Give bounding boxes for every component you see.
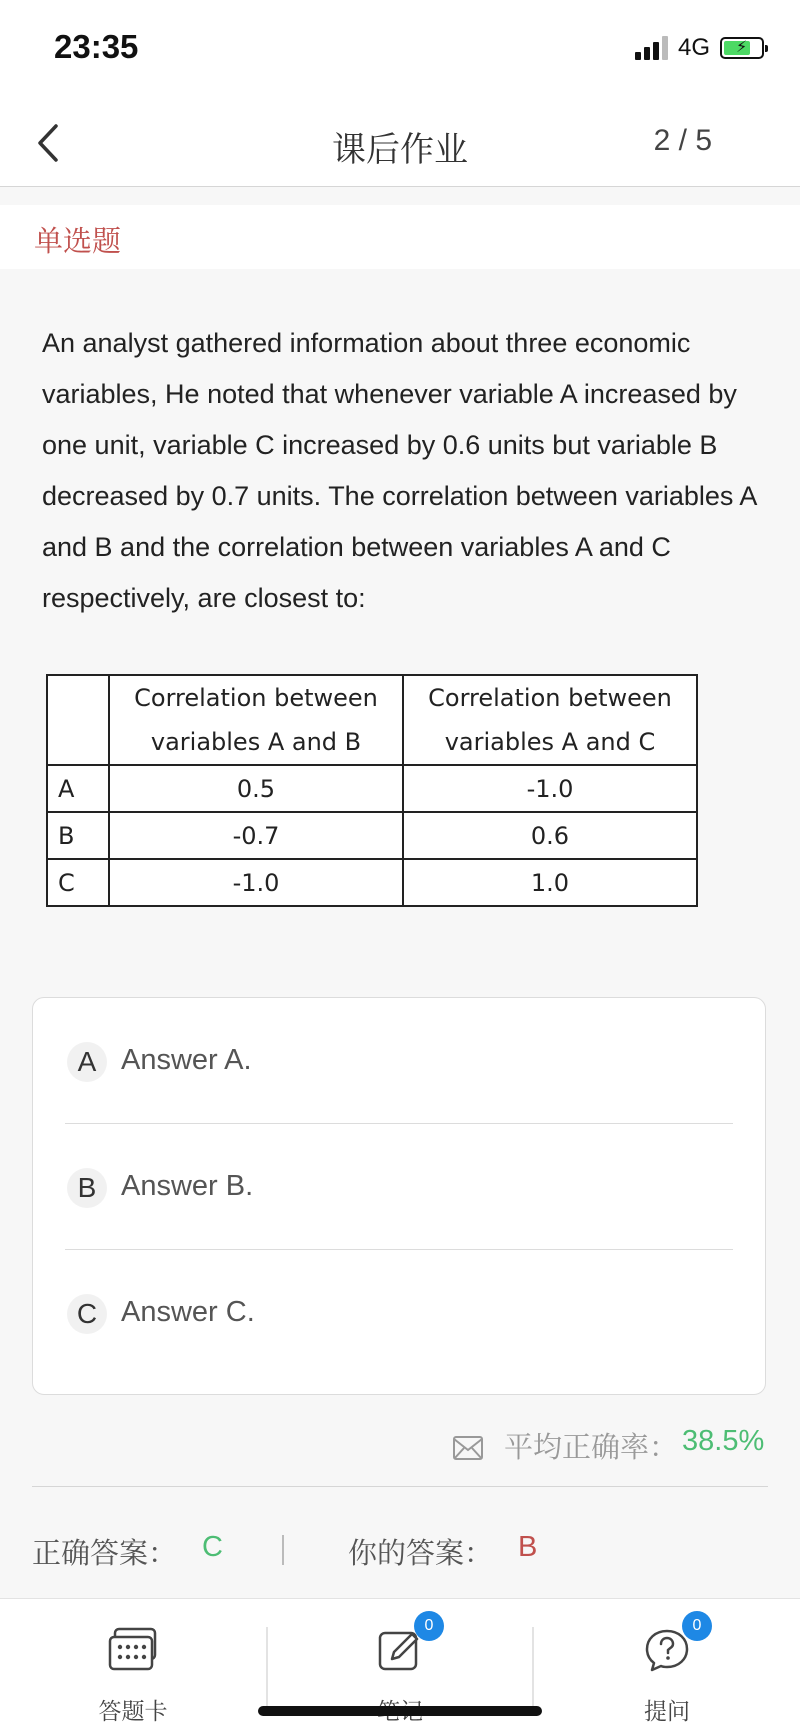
page-title: 课后作业	[332, 131, 468, 169]
question-type-bar	[0, 205, 800, 269]
answer-row	[0, 1487, 800, 1597]
question-table	[46, 674, 698, 907]
table-header-cell	[47, 675, 109, 765]
answer-card-icon	[107, 1627, 159, 1673]
option-b[interactable]	[33, 1124, 765, 1250]
table-cell: C	[47, 859, 109, 906]
option-text: Answer B.	[121, 1170, 254, 1202]
table-cell: -1.0	[109, 859, 403, 906]
nav-header	[0, 100, 800, 187]
table-row	[47, 812, 697, 859]
option-letter: C	[67, 1294, 107, 1334]
options-card	[32, 997, 766, 1395]
table-cell: 0.5	[109, 765, 403, 812]
table-cell: -1.0	[403, 765, 697, 812]
questions-badge: 0	[682, 1611, 712, 1641]
table-cell: A	[47, 765, 109, 812]
table-row	[47, 765, 697, 812]
table-header-row	[47, 675, 697, 765]
home-indicator	[258, 1706, 542, 1716]
option-letter: A	[67, 1042, 107, 1082]
average-accuracy-value: 38.5%	[682, 1425, 765, 1457]
correct-answer-label: 正确答案：	[32, 1538, 178, 1570]
table-cell: B	[47, 812, 109, 859]
table-header-cell: Correlation between variables A and B	[109, 675, 403, 765]
table-header-cell: Correlation between variables A and C	[403, 675, 697, 765]
average-accuracy-label: 平均正确率：	[504, 1432, 679, 1464]
page-indicator: 2 / 5	[653, 124, 712, 157]
status-bar	[0, 0, 800, 100]
table-cell: 1.0	[403, 859, 697, 906]
signal-icon	[635, 36, 668, 60]
separator	[282, 1535, 284, 1565]
correct-answer-value: C	[202, 1531, 223, 1563]
your-answer-label: 你的答案：	[348, 1538, 494, 1570]
option-c[interactable]	[33, 1250, 765, 1376]
mail-icon[interactable]	[452, 1435, 484, 1461]
question-text: An analyst gathered information about three economic variables, He noted that whenever variable A increased by one unit, variable C increased by 0.6 units but variable B decreased by 0.7 units. The correlation between variables A and B and the correlation between variables A and C respectively, are closest to:	[42, 328, 756, 613]
question-type: 单选题	[34, 226, 122, 258]
option-text: Answer C.	[121, 1296, 255, 1328]
your-answer-value: B	[518, 1531, 538, 1563]
table-row	[47, 859, 697, 906]
battery-icon: ⚡	[720, 37, 764, 59]
table-cell: -0.7	[109, 812, 403, 859]
network-label: 4G	[677, 34, 710, 61]
tab-label: 答题卡	[98, 1698, 168, 1724]
status-time: 23:35	[54, 28, 139, 65]
option-a[interactable]	[33, 998, 765, 1124]
status-right	[635, 34, 764, 62]
tab-answer-card[interactable]	[0, 1599, 266, 1733]
tab-label: 提问	[644, 1698, 690, 1724]
tab-questions[interactable]	[534, 1599, 800, 1733]
table-cell: 0.6	[403, 812, 697, 859]
notes-badge: 0	[414, 1611, 444, 1641]
option-text: Answer A.	[121, 1044, 252, 1076]
option-letter: B	[67, 1168, 107, 1208]
stats-row	[0, 1397, 800, 1485]
